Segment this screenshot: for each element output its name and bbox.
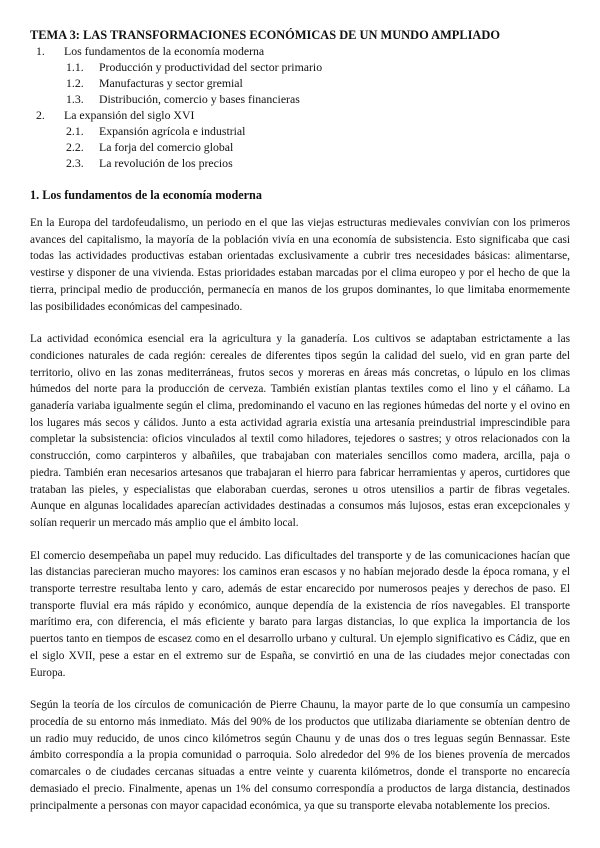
toc-number: 1.1. (66, 60, 84, 74)
toc-text: Producción y productividad del sector primario (99, 60, 323, 74)
paragraph: Según la teoría de los círculos de comunicación de Pierre Chaunu, la mayor parte de lo que consumía un campesino procedía de su entorno más inmediato. Más del 90% de los productos que utilizaba diariamente se obtenían dentro de un radio muy reducido, de unos cinco kilómetros según Chaunu y de unas dos o tres leguas según Bennassar. Este ámbito correspondía a la propia comunidad o parroquia. Solo alrededor del 9% de los bienes provenía de mercados comarcales o de ciudades cercanas situadas a entre veinte y cuarenta kilómetros, donde el transporte no encarecía demasiado el precio. Finalmente, apenas un 1% del consumo correspondía a productos de larga distancia, destinados principalmente a personas con mayor capacidad económica, ya que su transporte elevaba notablemente los precios. (30, 699, 570, 812)
toc-number: 2.2. (66, 140, 84, 154)
toc-text: Manufacturas y sector gremial (99, 76, 243, 90)
paragraph: La actividad económica esencial era la agricultura y la ganadería. Los cultivos se adaptaban estrictamente a las condiciones naturales de cada región: cereales de diferentes tipos según la calidad del suelo, vid en gran parte del territorio, olivo en las zonas mediterráneas, frutos secos y moreras en áreas más concretas, o lúpulo en los climas húmedos del norte para la producción de cerveza. También existían plantas textiles como el lino y el cáñamo. La ganadería variaba igualmente según el clima, predominando el vacuno en las regiones húmedas del norte y el ovino en los lugares más secos y cálidos. Junto a esta actividad agraria existía una artesanía preindustrial imprescindible para completar la subsistencia: oficios vinculados al textil como hiladores, tejedores o sastres; y otros relacionados con la construcción, como carpinteros y albañiles, que trabajaban con materiales sencillos como madera, arcilla, paja o piedra. También eran necesarios artesanos que trabajaran el hierro para fabricar herramientas y aperos, curtidores que trataban las pieles, y especialistas que elaboraban cuerdas, serones u otros utensilios a partir de fibras vegetales. Aunque en algunas localidades aparecían actividades destinadas a consumos más lujosos, estas eran excepcionales y solían requerir un mercado más amplio que el ámbito local. (30, 333, 570, 529)
toc-text: Distribución, comercio y bases financieras (99, 92, 300, 106)
toc-number: 2.1. (66, 124, 84, 138)
toc-item (0, 123, 600, 139)
toc-number: 1.3. (66, 92, 84, 106)
toc-number: 2.3. (66, 156, 84, 170)
toc-item (0, 155, 600, 171)
toc-text: Expansión agrícola e industrial (99, 124, 246, 138)
toc-text: Los fundamentos de la economía moderna (64, 44, 265, 58)
toc-text: La expansión del siglo XVI (64, 108, 195, 122)
toc-number: 1.2. (66, 76, 84, 90)
paragraph: En la Europa del tardofeudalismo, un periodo en el que las viejas estructuras medievales convivían con los primeros avances del capitalismo, la mayoría de la población vivía en una economía de subsistencia. Esto significaba que casi todas las actividades productivas estaban orientadas exclusivamente a cubrir tres necesidades básicas: alimentarse, vestirse y disponer de una vivienda. Estas prioridades estaban marcadas por el clima europeo y por el hecho de que la tierra, principal medio de producción, permanecía en manos de los grupos dominantes, lo que limitaba enormemente las posibilidades económicas del campesinado. (30, 217, 570, 313)
document-title: TEMA 3: LAS TRANSFORMACIONES ECONÓMICAS DE UN MUNDO AMPLIADO (30, 28, 500, 42)
toc-item (0, 139, 600, 155)
toc-item (0, 91, 600, 107)
toc-item (0, 59, 600, 75)
toc-item (0, 43, 600, 59)
toc-item (0, 107, 600, 123)
toc-number: 1. (36, 44, 45, 58)
toc-text: La forja del comercio global (99, 140, 234, 154)
toc-item (0, 75, 600, 91)
toc-number: 2. (36, 108, 45, 122)
document-body (30, 215, 570, 830)
section-heading: 1. Los fundamentos de la economía moderna (30, 188, 262, 202)
paragraph: El comercio desempeñaba un papel muy reducido. Las dificultades del transporte y de las comunicaciones hacían que las distancias parecieran mucho mayores: los caminos eran escasos y no habían mejorado desde la época romana, y el transporte terrestre resultaba lento y caro, además de estar encarecido por numerosos peajes y derechos de paso. El transporte fluvial era más rápido y económico, aunque dependía de la existencia de ríos navegables. El transporte marítimo era, con diferencia, el más eficiente y barato para largas distancias, lo que explica la importancia de los puertos tanto en tiempos de escasez como en el desarrollo urbano y cultural. Un ejemplo significativo es Cádiz, que en el siglo XVII, pese a estar en el extremo sur de España, se convirtió en una de las ciudades mejor conectadas con Europa. (30, 549, 570, 679)
toc-text: La revolución de los precios (99, 156, 233, 170)
